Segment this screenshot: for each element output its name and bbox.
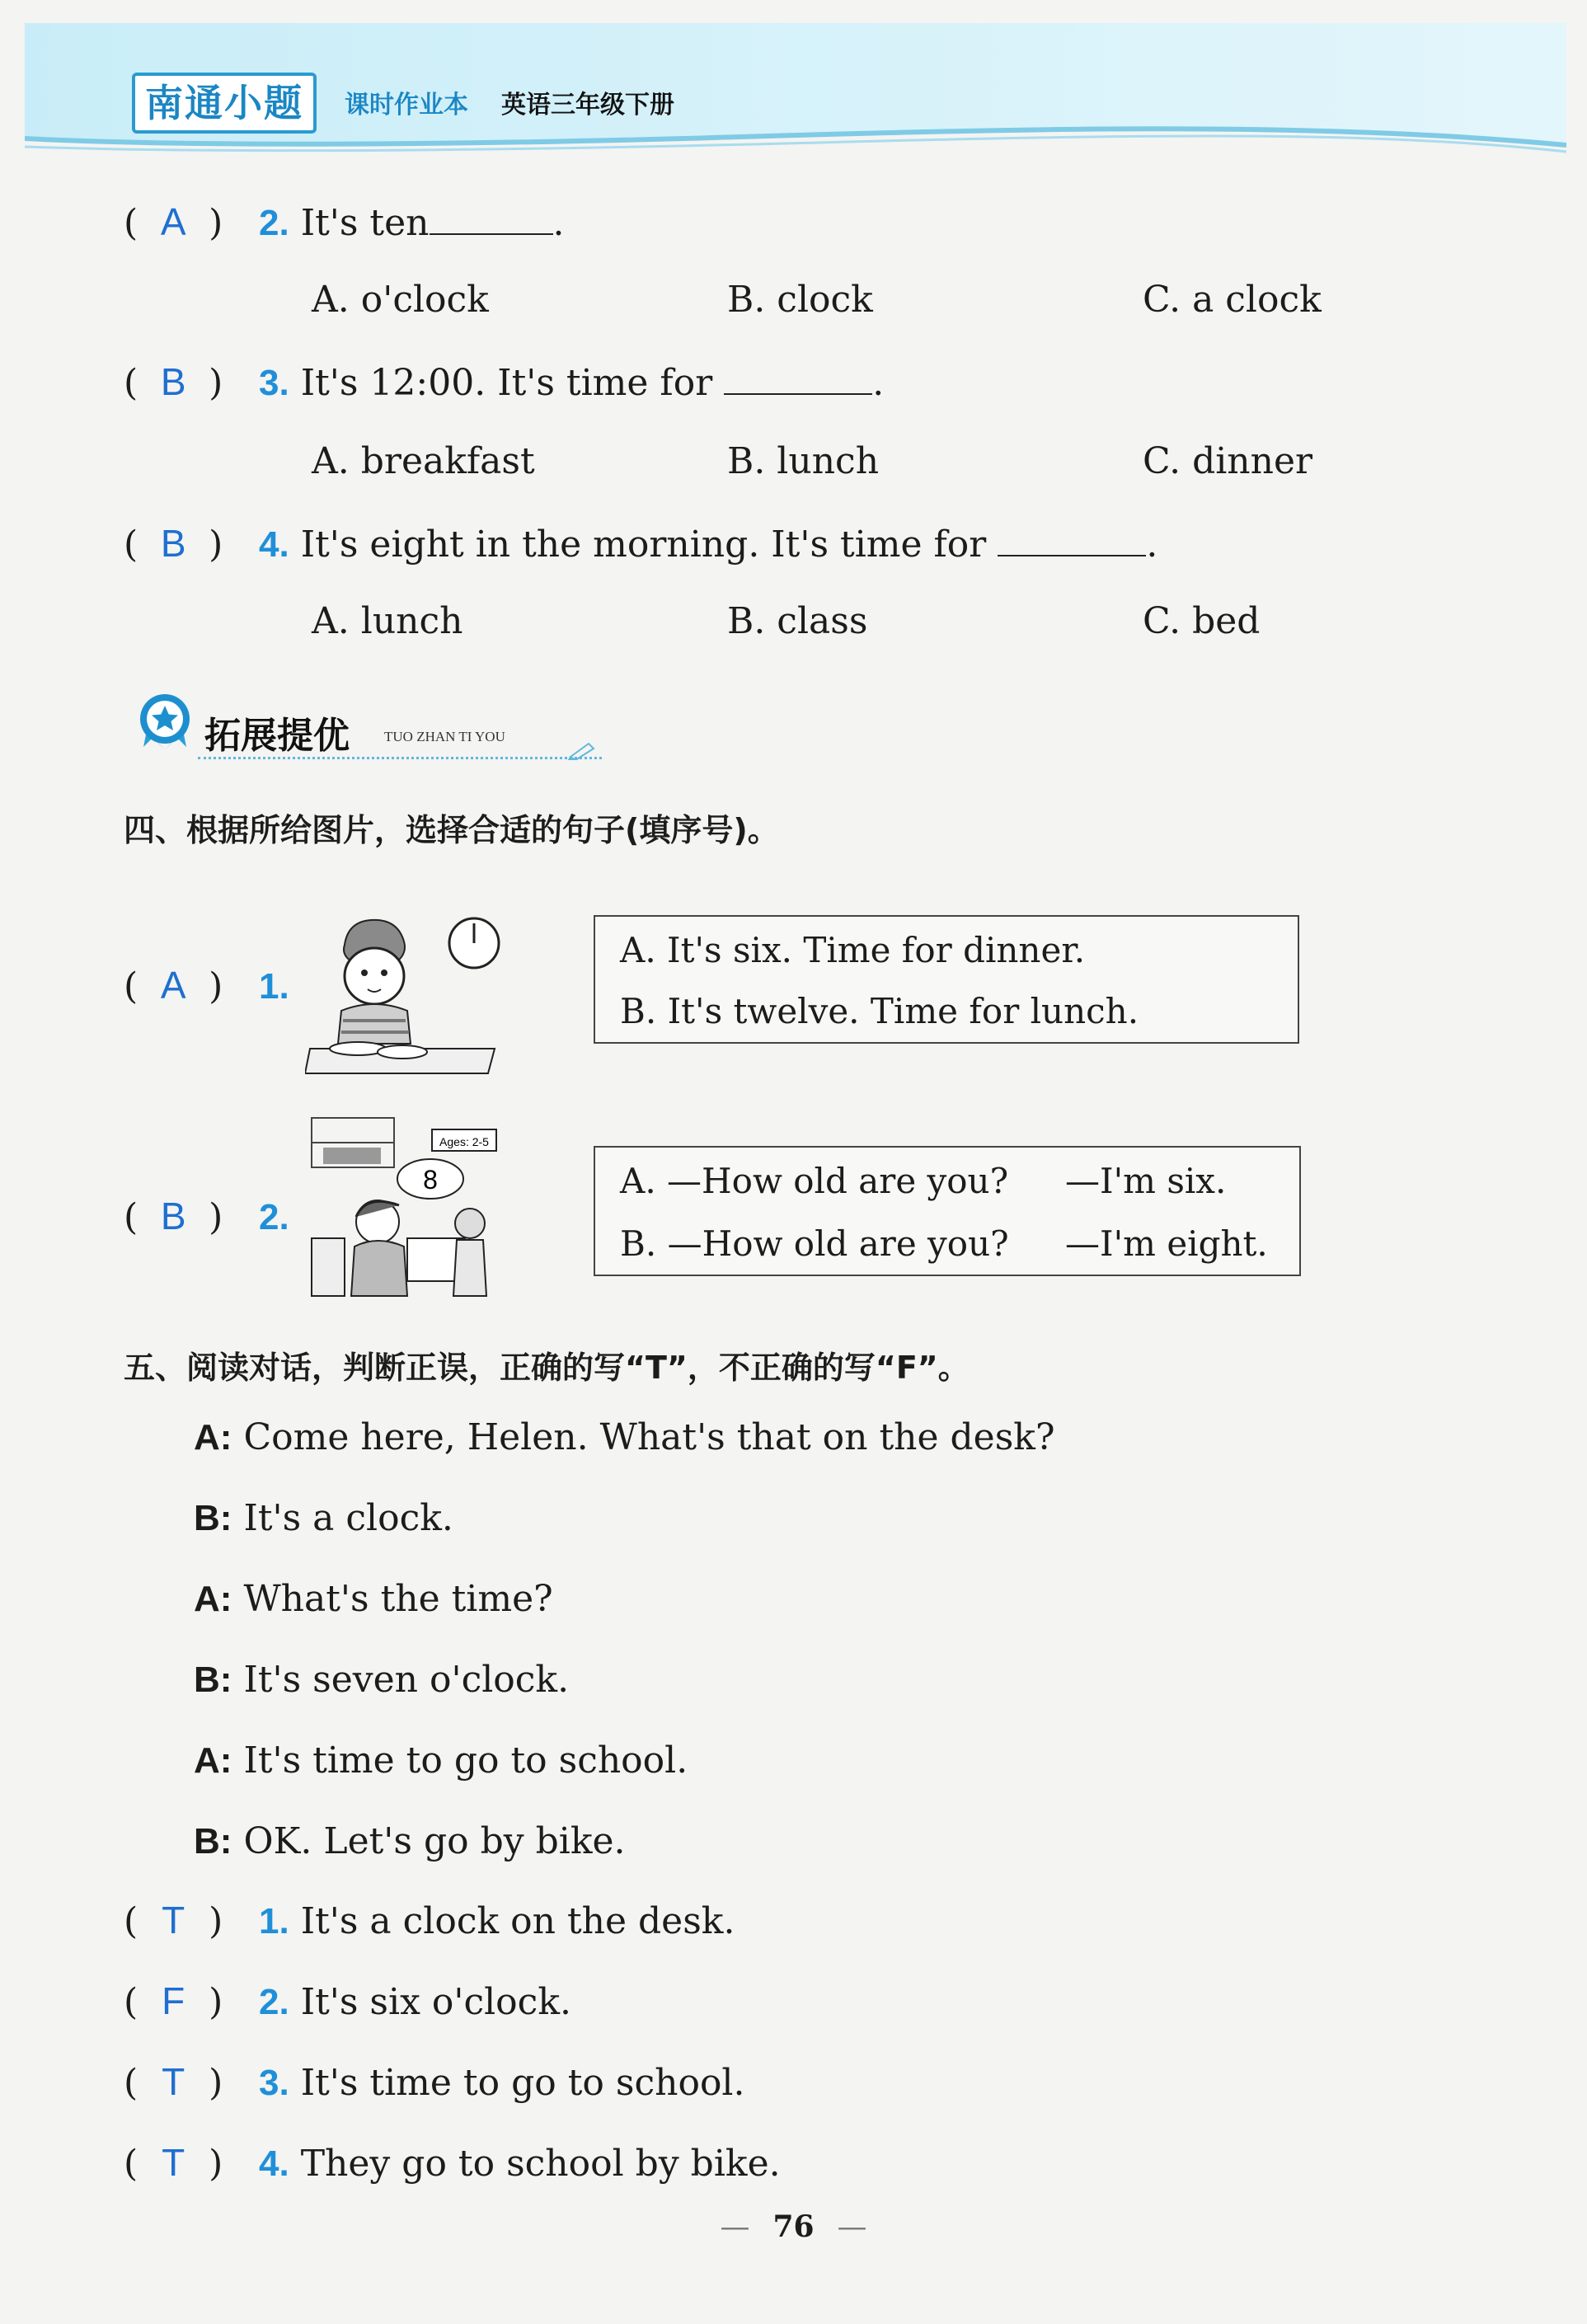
judgement-4: ( T ) 4. They go to school by bike. (124, 2141, 781, 2185)
question-stem: It's eight in the morning. It's time for (300, 523, 987, 566)
question-number: 1. (259, 966, 289, 1007)
option-b: B. class (727, 600, 868, 642)
question-number: 2. (259, 203, 289, 243)
statement: They go to school by bike. (300, 2143, 781, 2185)
speaker-label: B: (194, 1660, 232, 1700)
series-title: 课时作业本 (345, 91, 468, 120)
question-number: 3. (259, 363, 289, 403)
answer-mark: T (162, 2141, 185, 2184)
answer-mark: B (160, 522, 186, 565)
dialogue-line-5 (194, 1739, 688, 1782)
section-5-instruction: 五、阅读对话，判断正误，正确的写“T”，不正确的写“F”。 (124, 1350, 970, 1386)
dialogue-line-3 (194, 1578, 553, 1620)
question-2: ( A ) 2. It's ten . (124, 200, 565, 244)
picture-item-1: ( A ) 1. (124, 964, 289, 1007)
banner-underline (198, 757, 602, 759)
dialogue-text: OK. Let's go by bike. (243, 1820, 626, 1862)
answer-blank (430, 233, 553, 235)
answer-blank (998, 555, 1146, 556)
option-b: B. clock (727, 279, 873, 321)
dialogue-text: It's a clock. (243, 1497, 453, 1539)
star-badge-icon (132, 691, 198, 757)
question-number: 4. (259, 2143, 289, 2184)
option-a: A. o'clock (312, 279, 489, 321)
page-number-value: 76 (772, 2209, 815, 2244)
question-4: ( B ) 4. It's eight in the morning. It's time for . (124, 522, 1158, 566)
answer-mark: A (160, 200, 186, 243)
choice-a: A. —How old are you? (620, 1161, 1009, 1201)
picture-item-2: ( B ) 2. (124, 1195, 289, 1238)
choice-box-1 (594, 915, 1299, 1044)
choice-box-2 (594, 1146, 1301, 1276)
dialogue-line-4 (194, 1659, 569, 1701)
question-number: 1. (259, 1901, 289, 1941)
choice-a: A. It's six. Time for dinner. (620, 930, 1086, 970)
question-stem: It's 12:00. It's time for (300, 362, 713, 404)
statement: It's six o'clock. (300, 1981, 571, 2023)
dialogue-text: Come here, Helen. What's that on the desk? (243, 1416, 1055, 1458)
section-4-instruction: 四、根据所给图片，选择合适的句子(填序号)。 (124, 812, 779, 848)
dialogue-text: What's the time? (243, 1578, 553, 1620)
subject-title: 英语三年级下册 (501, 91, 674, 120)
question-number: 2. (259, 1197, 289, 1237)
dialogue-line-2 (194, 1497, 453, 1539)
option-c: C. a clock (1143, 279, 1322, 321)
stem-end: . (1146, 523, 1158, 566)
answer-mark: T (162, 2060, 185, 2103)
choice-b: B. It's twelve. Time for lunch. (620, 991, 1139, 1031)
question-number: 4. (259, 524, 289, 565)
option-b: B. lunch (727, 440, 880, 482)
judgement-1: ( T ) 1. It's a clock on the desk. (124, 1899, 735, 1942)
choice-b: B. —How old are you? (620, 1223, 1009, 1264)
option-a: A. breakfast (312, 440, 535, 482)
girl-with-toys-illustration (308, 1115, 501, 1301)
ages-sign-text: Ages: 2-5 (439, 1135, 489, 1148)
speaker-label: A: (194, 1579, 232, 1619)
dialogue-text: It's seven o'clock. (243, 1659, 570, 1701)
stem-end: . (552, 202, 565, 244)
question-stem: It's ten (300, 202, 430, 244)
judgement-2: ( F ) 2. It's six o'clock. (124, 1979, 571, 2023)
speaker-label: B: (194, 1821, 232, 1862)
dialogue-line-1 (194, 1416, 1055, 1458)
page-number: — 76 — (720, 2209, 867, 2244)
reply-b: —I'm eight. (1065, 1223, 1268, 1264)
speaker-label: B: (194, 1498, 232, 1538)
answer-mark: B (160, 1195, 186, 1237)
option-a: A. lunch (312, 600, 463, 642)
answer-mark: T (162, 1899, 185, 1941)
section-banner-pinyin: TUO ZHAN TI YOU (384, 729, 505, 744)
question-3: ( B ) 3. It's 12:00. It's time for . (124, 360, 885, 404)
stem-end: . (872, 362, 885, 404)
judgement-3: ( T ) 3. It's time to go to school. (124, 2060, 745, 2104)
speaker-label: A: (194, 1740, 232, 1781)
reply-a: —I'm six. (1065, 1161, 1227, 1201)
speech-bubble-number: 8 (423, 1165, 438, 1195)
answer-blank (724, 393, 872, 395)
speaker-label: A: (194, 1417, 232, 1458)
statement: It's time to go to school. (300, 2062, 745, 2104)
answer-mark: F (162, 1979, 185, 2022)
dialogue-line-6 (194, 1820, 626, 1862)
question-number: 3. (259, 2063, 289, 2103)
section-banner-title: 拓展提优 (204, 715, 350, 757)
statement: It's a clock on the desk. (300, 1900, 735, 1942)
pencil-icon (567, 740, 600, 760)
boy-eating-lunch-illustration (305, 912, 503, 1077)
option-c: C. bed (1143, 600, 1261, 642)
brand-logo: 南通小题 (132, 73, 317, 134)
answer-mark: B (160, 360, 186, 403)
answer-mark: A (160, 964, 186, 1007)
dialogue-text: It's time to go to school. (243, 1739, 688, 1782)
option-c: C. dinner (1143, 440, 1313, 482)
question-number: 2. (259, 1982, 289, 2022)
